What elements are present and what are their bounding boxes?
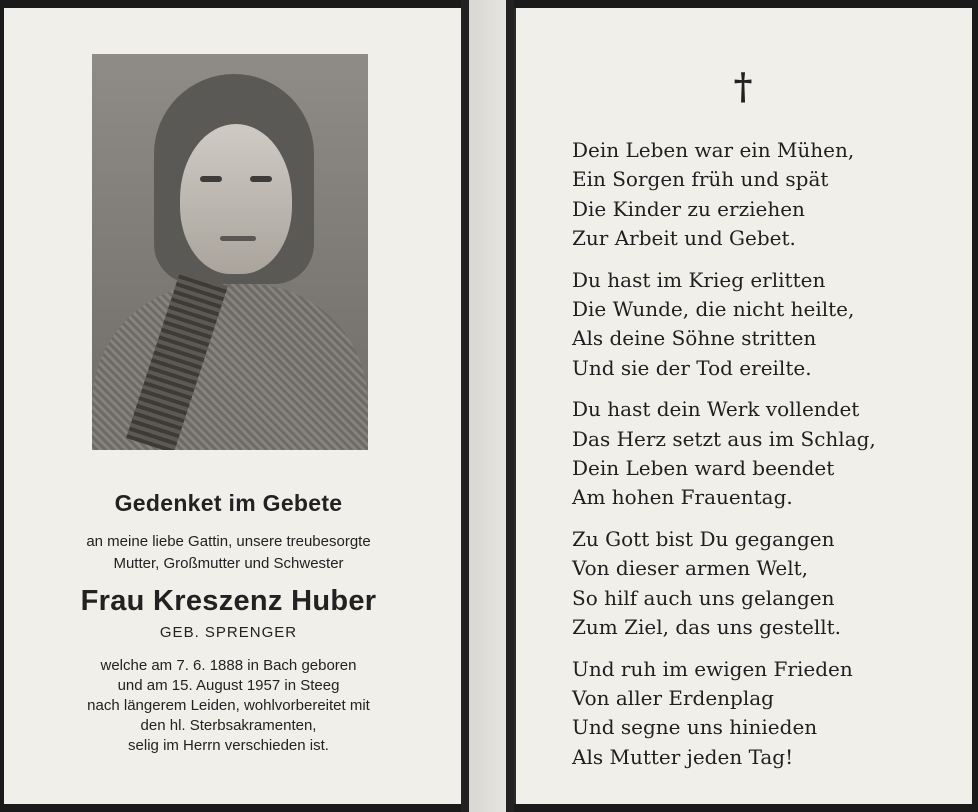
portrait-eye-right [250, 176, 272, 182]
intro-line: an meine liebe Gattin, unsere treubesorgte [86, 533, 371, 550]
portrait-eye-left [200, 176, 222, 182]
poem-line: Ein Sorgen früh und spät [572, 167, 829, 192]
poem-stanza [572, 655, 876, 773]
poem-line: Das Herz setzt aus im Schlag, [572, 426, 876, 451]
detail-line: und am 15. August 1957 in Steeg [117, 677, 340, 694]
poem-line: Von aller Erdenplag [572, 685, 774, 710]
poem-line: Zu Gott bist Du gegangen [572, 526, 835, 551]
intro-line: Mutter, Großmutter und Schwester [113, 555, 344, 572]
detail-line: selig im Herrn verschieden ist. [128, 737, 329, 754]
poem-line: Und segne uns hinieden [572, 715, 818, 740]
memorial-intro [0, 531, 457, 575]
portrait-mouth [220, 236, 256, 241]
poem-line: Am hohen Frauentag. [572, 485, 793, 510]
poem-line: So hilf auch uns gelangen [572, 585, 835, 610]
poem-line: Du hast dein Werk vollendet [572, 397, 860, 422]
poem-line: Dein Leben war ein Mühen, [572, 138, 855, 162]
poem-line: Du hast im Krieg erlitten [572, 267, 826, 292]
poem-line: Zum Ziel, das uns gestellt. [572, 615, 842, 640]
poem-stanza [572, 395, 876, 513]
poem-line: Die Wunde, die nicht heilte, [572, 297, 855, 322]
detail-line: den hl. Sterbsakramenten, [140, 717, 317, 734]
memorial-poem [572, 136, 876, 784]
poem-line: Und sie der Tod ereilte. [572, 355, 812, 380]
poem-stanza [572, 136, 876, 254]
memorial-details [0, 656, 457, 756]
poem-line: Und ruh im ewigen Frieden [572, 656, 853, 681]
portrait-photo [92, 54, 368, 450]
poem-stanza [572, 266, 876, 384]
deceased-name: Frau Kreszenz Huber [80, 585, 377, 617]
portrait-face [180, 124, 292, 274]
memorial-heading: Gedenket im Gebete [114, 490, 343, 516]
poem-stanza [572, 525, 876, 643]
poem-line: Zur Arbeit und Gebet. [572, 226, 796, 251]
maiden-name: GEB. SPRENGER [159, 624, 298, 641]
poem-line: Als deine Söhne stritten [572, 326, 817, 351]
poem-line: Die Kinder zu erziehen [572, 196, 805, 221]
poem-line: Als Mutter jeden Tag! [572, 744, 794, 769]
cross-icon: † [733, 66, 753, 108]
poem-line: Von dieser armen Welt, [572, 556, 809, 581]
detail-line: welche am 7. 6. 1888 in Bach geboren [100, 657, 357, 674]
card-fold-gap [461, 0, 514, 812]
poem-line: Dein Leben ward beendet [572, 456, 835, 481]
detail-line: nach längerem Leiden, wohlvorbereitet mit [87, 697, 370, 714]
